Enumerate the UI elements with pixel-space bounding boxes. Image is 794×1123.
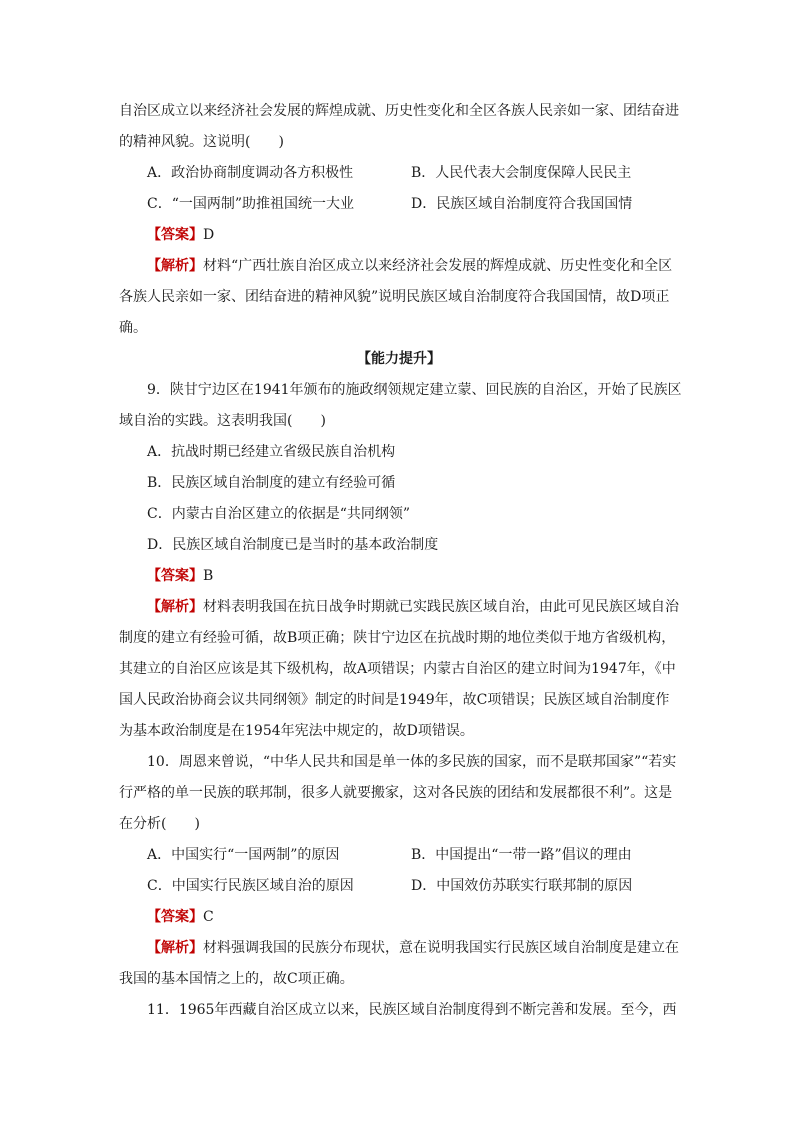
- analysis-tag: 【解析】: [147, 258, 203, 274]
- q9-answer-value: B: [203, 568, 214, 584]
- q9-analysis-line-5: 为基本政治制度是在1954年宪法中规定的，故D项错误。: [119, 723, 474, 739]
- q8-option-d: D．民族区域自治制度符合我国国情: [411, 196, 633, 212]
- section-title: 【能力提升】: [357, 351, 441, 367]
- q9-stem-line-2: 域自治的实践。这表明我国( ): [119, 413, 326, 429]
- q8-option-b: B．人民代表大会制度保障人民民主: [411, 165, 632, 181]
- q9-option-a: A．抗战时期已经建立省级民族自治机构: [147, 444, 396, 460]
- q8-options-row-1: [119, 158, 679, 189]
- q10-analysis-line-1: [119, 933, 679, 964]
- q9-option-d: D．民族区域自治制度已是当时的基本政治制度: [147, 537, 439, 553]
- answer-tag: 【答案】: [147, 227, 203, 243]
- q9-option-b: B．民族区域自治制度的建立有经验可循: [147, 475, 396, 491]
- q8-stem-line-2: 的精神风貌。这说明( ): [119, 134, 284, 150]
- q10-option-b: B．中国提出“一带一路”倡议的理由: [411, 847, 632, 863]
- q10-option-a: A．中国实行“一国两制”的原因: [147, 847, 340, 863]
- q11-stem-line-1: 11．1965年西藏自治区成立以来，民族区域自治制度得到不断完善和发展。至今，西: [147, 1002, 677, 1018]
- q8-analysis-line-3: 确。: [119, 320, 147, 336]
- analysis-tag: 【解析】: [147, 599, 203, 615]
- q8-option-a: A．政治协商制度调动各方积极性: [147, 165, 354, 181]
- q10-stem-line-2: 行严格的单一民族的联邦制，很多人就要搬家，这对各民族的团结和发展都很不利”。这是: [119, 785, 673, 801]
- document-page: [119, 96, 682, 1026]
- q8-stem-line-1: 自治区成立以来经济社会发展的辉煌成就、历史性变化和全区各族人民亲如一家、团结奋进: [119, 103, 679, 119]
- q9-answer: [119, 561, 679, 592]
- answer-tag: 【答案】: [147, 909, 203, 925]
- q8-options-row-2: [119, 189, 679, 220]
- q10-analysis-text-1: 材料强调我国的民族分布现状，意在说明我国实行民族区域自治制度是建立在: [203, 940, 679, 956]
- q8-analysis-text-1: 材料“广西壮族自治区成立以来经济社会发展的辉煌成就、历史性变化和全区: [203, 258, 673, 274]
- q10-option-c: C．中国实行民族区域自治的原因: [147, 878, 354, 894]
- q10-answer-value: C: [203, 909, 214, 925]
- q9-stem-line-1: 9．陕甘宁边区在1941年颁布的施政纲领规定建立蒙、回民族的自治区，开始了民族区: [147, 382, 682, 398]
- q9-analysis-line-2: 制度的建立有经验可循，故B项正确；陕甘宁边区在抗战时期的地位类似于地方省级机构，: [119, 630, 676, 646]
- q10-stem-line-1: 10．周恩来曾说，“中华人民共和国是单一体的多民族的国家，而不是联邦国家”“若实: [147, 754, 677, 770]
- q10-options-row-1: [119, 840, 679, 871]
- q8-analysis-line-1: [119, 251, 679, 282]
- q8-option-c: C．“一国两制”助推祖国统一大业: [147, 196, 355, 212]
- q9-analysis-text-1: 材料表明我国在抗日战争时期就已实践民族区域自治，由此可见民族区域自治: [203, 599, 679, 615]
- q8-analysis-line-2: 各族人民亲如一家、团结奋进的精神风貌”说明民族区域自治制度符合我国国情，故D项正: [119, 289, 670, 305]
- answer-tag: 【答案】: [147, 568, 203, 584]
- q10-options-row-2: [119, 871, 679, 902]
- q8-answer-value: D: [203, 227, 215, 243]
- q10-stem-line-3: 在分析( ): [119, 816, 200, 832]
- q9-analysis-line-3: 其建立的自治区应该是其下级机构，故A项错误；内蒙古自治区的建立时间为1947年，《中: [119, 661, 676, 677]
- q9-analysis-line-1: [119, 592, 679, 623]
- analysis-tag: 【解析】: [147, 940, 203, 956]
- q10-option-d: D．中国效仿苏联实行联邦制的原因: [411, 878, 633, 894]
- q9-option-c: C．内蒙古自治区建立的依据是“共同纲领”: [147, 506, 411, 522]
- q10-answer: [119, 902, 679, 933]
- q10-analysis-line-2: 我国的基本国情之上的，故C项正确。: [119, 971, 354, 987]
- q9-analysis-line-4: 国人民政治协商会议共同纲领》制定的时间是1949年，故C项错误；民族区域自治制度作: [119, 692, 670, 708]
- q8-answer: [119, 220, 679, 251]
